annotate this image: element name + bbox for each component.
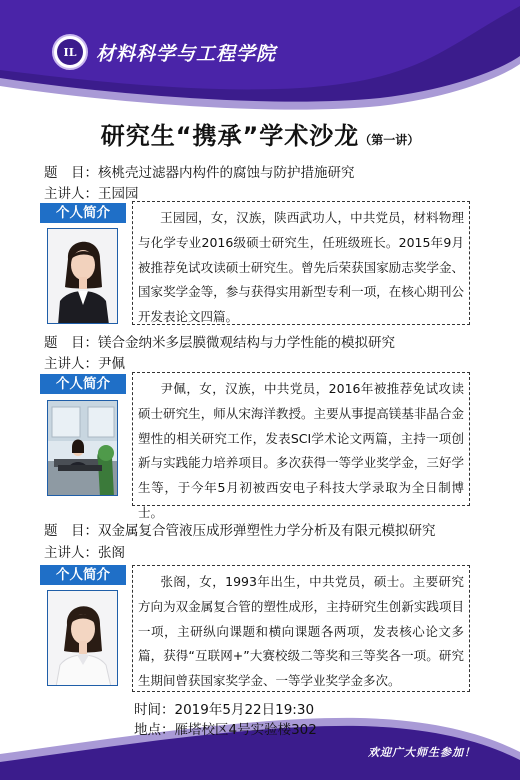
talk-2-speaker-photo [47, 400, 118, 496]
school-logo [52, 34, 88, 70]
talk-1-speaker-photo [47, 228, 118, 324]
talk-1-bio [132, 201, 470, 325]
school-name: 材料科学与工程学院 [96, 42, 277, 65]
talk-1-speaker: 主讲人：王园园 [44, 186, 139, 202]
talk-1-topic: 题 目：核桃壳过滤器内构件的腐蚀与防护措施研究 [44, 165, 355, 181]
welcome-message: 欢迎广大师生参加！ [368, 746, 476, 759]
event-time: 时间：2019年5月22日19:30 [134, 702, 315, 718]
talk-2-profile-badge: 个人简介 [40, 374, 126, 394]
talk-3-topic: 题 目：双金属复合管液压成形弹塑性力学分析及有限元模拟研究 [44, 523, 436, 539]
talk-1-bio-text: 王园园，女，汉族，陕西武功人，中共党员，材料物理与化学专业2016级硕士研究生，任班级班长。2015年9月被推荐免试攻读硕士研究生。曾先后荣获国家励志奖学金、国家奖学金等，参与获得实用新型专利一项，在核心期刊公开发表论文四篇。 [138, 210, 464, 325]
school-logo-mark: IL [57, 39, 83, 65]
talk-3-bio-text: 张阁，女，1993年出生，中共党员，硕士。主要研究方向为双金属复合管的塑性成形，主持研究生创新实践项目一项，主研纵向课题和横向课题各两项，发表核心论文多篇，获得“互联网+”大赛校级二等奖和三等奖各一项。研究生期间曾获国家奖学金、一等学业奖学金多次。 [138, 574, 464, 689]
talk-2-topic: 题 目：镁合金纳米多层膜微观结构与力学性能的模拟研究 [44, 335, 395, 351]
talk-3-speaker-photo [47, 590, 118, 686]
title-lecture-number: （第一讲） [359, 133, 420, 147]
talk-3-bio [132, 565, 470, 692]
title-main: 研究生“携承”学术沙龙 [100, 122, 360, 150]
talk-2-speaker: 主讲人：尹佩 [44, 356, 125, 372]
talk-1-profile-badge: 个人简介 [40, 203, 126, 223]
poster-title [0, 116, 520, 151]
talk-2-bio [132, 372, 470, 520]
school-header [52, 34, 276, 70]
talk-2-bio-text: 尹佩，女，汉族，中共党员，2016年被推荐免试攻读硕士研究生，师从宋海洋教授。主要从事提高镁基非晶合金塑性的相关研究工作，发表SCI学术论文两篇，主持一项创新与实践能力培养项目。多次获得一等学业奖学金，三好学生等，于今年5月初被西安电子科技大学录取为全日制博士。 [138, 381, 464, 520]
talk-3-profile-badge: 个人简介 [40, 565, 126, 585]
event-place: 地点：雁塔校区4号实验楼302 [134, 722, 317, 738]
talk-3-speaker: 主讲人：张阁 [44, 545, 125, 561]
